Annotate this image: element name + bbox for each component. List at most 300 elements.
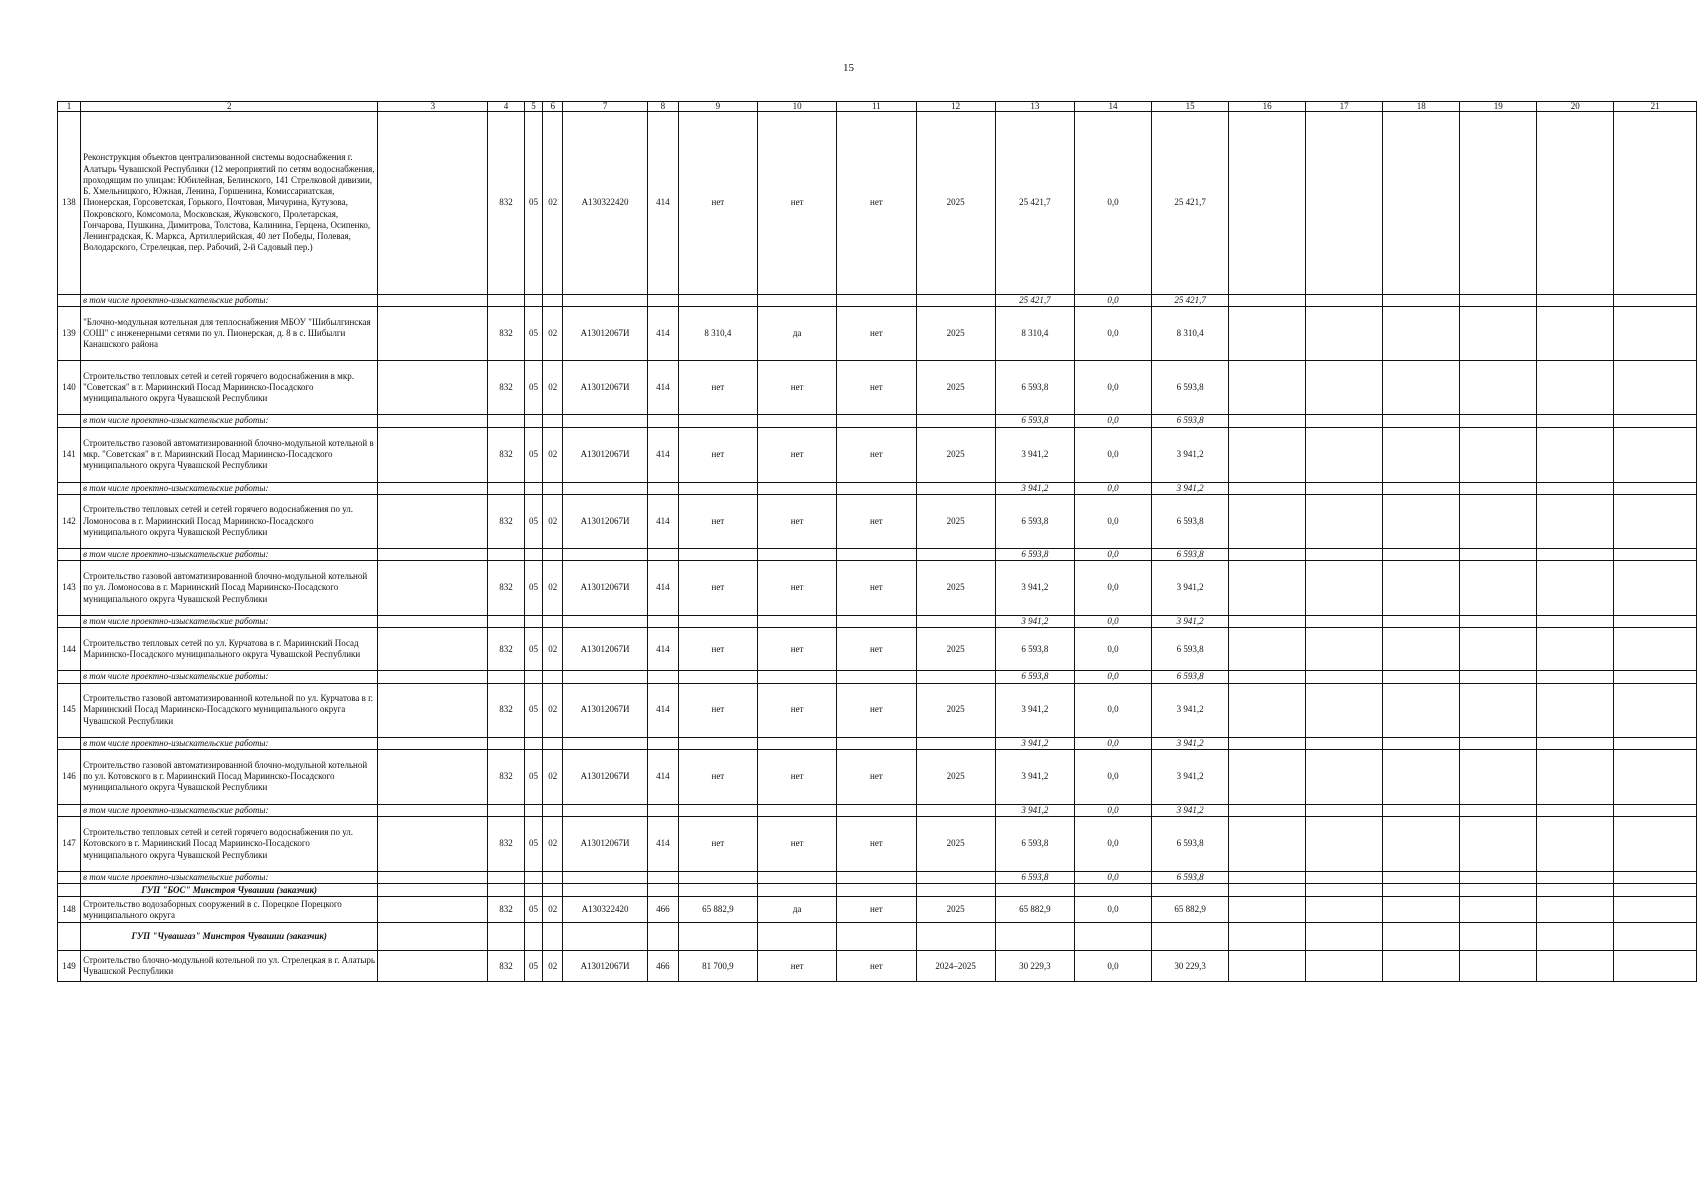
cell-col-3	[378, 884, 488, 897]
column-number: 6	[543, 102, 563, 112]
budget-table	[57, 101, 1697, 982]
cell-col-11	[837, 884, 916, 897]
cell-col-21	[1614, 897, 1697, 923]
cell-col-9	[678, 415, 757, 427]
cell-col-7: А13012067И	[563, 427, 648, 482]
row-number: 139	[58, 307, 81, 361]
cell-col-13: 3 941,2	[995, 683, 1074, 737]
cell-col-19	[1460, 295, 1537, 307]
cell-col-16	[1229, 884, 1306, 897]
cell-col-7	[563, 671, 648, 683]
cell-col-16	[1229, 671, 1306, 683]
column-number: 21	[1614, 102, 1697, 112]
cell-col-8	[647, 923, 678, 951]
cell-col-9: нет	[678, 112, 757, 295]
cell-col-5: 05	[524, 749, 543, 804]
cell-col-8: 466	[647, 951, 678, 982]
cell-col-7	[563, 548, 648, 560]
cell-col-14: 0,0	[1075, 897, 1152, 923]
cell-col-18	[1383, 307, 1460, 361]
cell-col-3	[378, 361, 488, 415]
cell-col-15: 6 593,8	[1152, 872, 1229, 884]
cell-col-3	[378, 897, 488, 923]
cell-col-20	[1537, 361, 1614, 415]
column-number: 9	[678, 102, 757, 112]
cell-col-14: 0,0	[1075, 494, 1152, 548]
cell-col-12: 2025	[916, 494, 995, 548]
cell-col-17	[1306, 427, 1383, 482]
cell-col-11: нет	[837, 361, 916, 415]
row-number: 138	[58, 112, 81, 295]
table-row	[58, 897, 1697, 923]
cell-col-5: 05	[524, 951, 543, 982]
cell-col-9	[678, 923, 757, 951]
cell-col-20	[1537, 307, 1614, 361]
cell-col-21	[1614, 817, 1697, 872]
cell-col-20	[1537, 671, 1614, 683]
cell-col-21	[1614, 872, 1697, 884]
cell-col-6: 02	[543, 561, 563, 616]
cell-col-5	[524, 415, 543, 427]
subtotal-label: в том числе проектно-изыскательские работы:	[81, 616, 378, 628]
cell-col-6: 02	[543, 749, 563, 804]
column-number: 20	[1537, 102, 1614, 112]
cell-col-10: нет	[758, 628, 837, 671]
column-number: 10	[758, 102, 837, 112]
cell-col-3	[378, 872, 488, 884]
cell-col-5: 05	[524, 112, 543, 295]
project-description: Строительство тепловых сетей и сетей горячего водоснабжения в мкр. "Советская" в г. Мариинский Посад Мариинско-Посадского муниципального округа Чувашской Республики	[81, 361, 378, 415]
cell-col-20	[1537, 616, 1614, 628]
cell-col-15: 3 941,2	[1152, 482, 1229, 494]
cell-col-14: 0,0	[1075, 872, 1152, 884]
cell-col-11	[837, 923, 916, 951]
cell-col-20	[1537, 884, 1614, 897]
cell-col-7: А13012067И	[563, 951, 648, 982]
cell-col-4: 832	[488, 561, 524, 616]
cell-col-21	[1614, 427, 1697, 482]
column-number: 4	[488, 102, 524, 112]
cell-col-17	[1306, 884, 1383, 897]
project-description: Строительство газовой автоматизированной блочно-модульной котельной по ул. Ломоносова в г. Мариинский Посад Мариинско-Посадского муниципального округа Чувашской Республики	[81, 561, 378, 616]
project-description: Строительство тепловых сетей и сетей горячего водоснабжения по ул. Котовского в г. Мариинский Посад Мариинско-Посадского муниципального округа Чувашской Республики	[81, 817, 378, 872]
cell-col-17	[1306, 415, 1383, 427]
cell-col-18	[1383, 671, 1460, 683]
row-number: 145	[58, 683, 81, 737]
column-number: 15	[1152, 102, 1229, 112]
subtotal-row	[58, 872, 1697, 884]
cell-col-16	[1229, 482, 1306, 494]
subtotal-row	[58, 804, 1697, 816]
cell-col-7	[563, 415, 648, 427]
cell-col-9: 81 700,9	[678, 951, 757, 982]
cell-col-11: нет	[837, 951, 916, 982]
cell-col-5: 05	[524, 561, 543, 616]
cell-col-12: 2024–2025	[916, 951, 995, 982]
cell-col-11: нет	[837, 683, 916, 737]
cell-col-5	[524, 884, 543, 897]
cell-col-4	[488, 804, 524, 816]
cell-col-6: 02	[543, 494, 563, 548]
table-body	[58, 102, 1697, 982]
cell-col-18	[1383, 951, 1460, 982]
cell-col-15	[1152, 884, 1229, 897]
row-number: 142	[58, 494, 81, 548]
cell-col-3	[378, 548, 488, 560]
cell-col-19	[1460, 361, 1537, 415]
subtotal-row	[58, 737, 1697, 749]
cell-col-7: А13012067И	[563, 683, 648, 737]
cell-col-19	[1460, 683, 1537, 737]
cell-col-3	[378, 923, 488, 951]
cell-col-16	[1229, 616, 1306, 628]
cell-col-3	[378, 427, 488, 482]
table-row	[58, 494, 1697, 548]
cell-col-18	[1383, 683, 1460, 737]
cell-col-5: 05	[524, 628, 543, 671]
cell-col-15: 3 941,2	[1152, 737, 1229, 749]
cell-col-5	[524, 923, 543, 951]
cell-col-3	[378, 561, 488, 616]
cell-col-3	[378, 482, 488, 494]
cell-col-18	[1383, 923, 1460, 951]
cell-col-10	[758, 804, 837, 816]
cell-col-10	[758, 548, 837, 560]
subtotal-row	[58, 671, 1697, 683]
cell-col-16	[1229, 804, 1306, 816]
cell-col-3	[378, 616, 488, 628]
subtotal-label: в том числе проектно-изыскательские работы:	[81, 737, 378, 749]
cell-col-9	[678, 482, 757, 494]
cell-col-11	[837, 737, 916, 749]
cell-col-10: нет	[758, 749, 837, 804]
cell-col-5: 05	[524, 427, 543, 482]
cell-col-5: 05	[524, 897, 543, 923]
cell-col-19	[1460, 737, 1537, 749]
cell-col-3	[378, 817, 488, 872]
cell-col-13: 8 310,4	[995, 307, 1074, 361]
cell-col-8	[647, 616, 678, 628]
cell-col-15: 6 593,8	[1152, 671, 1229, 683]
cell-col-6	[543, 616, 563, 628]
cell-col-13: 3 941,2	[995, 482, 1074, 494]
cell-col-17	[1306, 494, 1383, 548]
cell-col-18	[1383, 548, 1460, 560]
table-row	[58, 561, 1697, 616]
cell-col-3	[378, 951, 488, 982]
cell-col-13: 3 941,2	[995, 749, 1074, 804]
cell-col-4	[488, 737, 524, 749]
cell-col-14: 0,0	[1075, 295, 1152, 307]
cell-col-7	[563, 872, 648, 884]
cell-col-10: да	[758, 897, 837, 923]
cell-col-17	[1306, 616, 1383, 628]
cell-col-13: 3 941,2	[995, 804, 1074, 816]
cell-col-16	[1229, 112, 1306, 295]
cell-col-18	[1383, 112, 1460, 295]
column-number: 5	[524, 102, 543, 112]
cell-col-20	[1537, 415, 1614, 427]
cell-col-15: 3 941,2	[1152, 427, 1229, 482]
cell-col-16	[1229, 872, 1306, 884]
cell-col-10: нет	[758, 427, 837, 482]
cell-col-10: нет	[758, 494, 837, 548]
cell-col-4	[488, 923, 524, 951]
cell-col-6	[543, 548, 563, 560]
cell-col-20	[1537, 561, 1614, 616]
cell-col-19	[1460, 923, 1537, 951]
cell-col-5	[524, 872, 543, 884]
cell-col-18	[1383, 415, 1460, 427]
cell-col-9	[678, 548, 757, 560]
cell-col-12	[916, 415, 995, 427]
cell-col-17	[1306, 628, 1383, 671]
cell-col-11: нет	[837, 628, 916, 671]
cell-col-7: А13012067И	[563, 361, 648, 415]
cell-col-16	[1229, 307, 1306, 361]
cell-col-3	[378, 683, 488, 737]
cell-col-6	[543, 295, 563, 307]
cell-col-4	[488, 295, 524, 307]
cell-col-15: 3 941,2	[1152, 749, 1229, 804]
cell-col-9: нет	[678, 427, 757, 482]
table-row	[58, 817, 1697, 872]
table-row	[58, 361, 1697, 415]
cell-col-11	[837, 616, 916, 628]
cell-col-3	[378, 628, 488, 671]
cell-col-19	[1460, 749, 1537, 804]
cell-col-17	[1306, 817, 1383, 872]
cell-col-18	[1383, 737, 1460, 749]
cell-col-15: 65 882,9	[1152, 897, 1229, 923]
cell-col-7: А13012067И	[563, 307, 648, 361]
cell-col-7	[563, 482, 648, 494]
cell-col-8	[647, 737, 678, 749]
cell-col-12: 2025	[916, 628, 995, 671]
cell-col-13: 6 593,8	[995, 817, 1074, 872]
cell-col-20	[1537, 482, 1614, 494]
row-number: 146	[58, 749, 81, 804]
cell-col-10: да	[758, 307, 837, 361]
column-number: 12	[916, 102, 995, 112]
project-description: Реконструкция объектов централизованной системы водоснабжения г. Алатырь Чувашской Республики (12 мероприятий по сетям водоснабжения, проходящим по улицам: Юбилейная, Белинского, 141 Стрелковой дивизии, Б. Хмельницкого, Южная, Ленина, Горшенина, Комиссариатская, Пионерская, Горсоветская, Горького, Почтовая, Мичурина, Кутузова, Покровского, Комсомола, Московская, Жуковского, Пролетарская, Гончарова, Пушкина, Димитрова, Толстова, Калинина, Герцена, Осипенко, Ленинградская, К. Маркса, Артиллерийская, 40 лет Победы, Полевая, Володарского, Стрелецкая, пер. Рабочий, 2-й Садовый пер.)	[81, 112, 378, 295]
cell-col-9: нет	[678, 561, 757, 616]
cell-col-8: 414	[647, 749, 678, 804]
cell-col-7: А13012067И	[563, 494, 648, 548]
cell-col-14: 0,0	[1075, 628, 1152, 671]
cell-col-3	[378, 804, 488, 816]
cell-col-9: нет	[678, 817, 757, 872]
subtotal-label: в том числе проектно-изыскательские работы:	[81, 415, 378, 427]
cell-col-12	[916, 671, 995, 683]
cell-col-20	[1537, 817, 1614, 872]
cell-col-4: 832	[488, 307, 524, 361]
cell-col-15: 6 593,8	[1152, 415, 1229, 427]
cell-col-14: 0,0	[1075, 951, 1152, 982]
cell-col-4: 832	[488, 817, 524, 872]
cell-col-11	[837, 671, 916, 683]
cell-col-5: 05	[524, 683, 543, 737]
cell-col-13: 30 229,3	[995, 951, 1074, 982]
cell-col-17	[1306, 548, 1383, 560]
cell-col-10: нет	[758, 817, 837, 872]
table-row	[58, 628, 1697, 671]
cell-col-12: 2025	[916, 749, 995, 804]
subtotal-label: в том числе проектно-изыскательские работы:	[81, 482, 378, 494]
column-number-row	[58, 102, 1697, 112]
cell-col-5	[524, 295, 543, 307]
cell-col-13: 6 593,8	[995, 548, 1074, 560]
customer-header-row	[58, 884, 1697, 897]
cell-col-20	[1537, 112, 1614, 295]
project-description: Строительство газовой автоматизированной блочно-модульной котельной по ул. Котовского в г. Мариинский Посад Мариинско-Посадского муниципального округа Чувашской Республики	[81, 749, 378, 804]
cell-col-8: 414	[647, 817, 678, 872]
cell-col-17	[1306, 671, 1383, 683]
cell-col-14: 0,0	[1075, 307, 1152, 361]
cell-col-6	[543, 671, 563, 683]
cell-col-3	[378, 671, 488, 683]
column-number: 3	[378, 102, 488, 112]
cell-col-20	[1537, 295, 1614, 307]
cell-col-17	[1306, 737, 1383, 749]
cell-col-14: 0,0	[1075, 361, 1152, 415]
cell-col-15: 3 941,2	[1152, 561, 1229, 616]
row-number: 141	[58, 427, 81, 482]
cell-col-12: 2025	[916, 112, 995, 295]
cell-col-7: А13012067И	[563, 561, 648, 616]
cell-col-5	[524, 804, 543, 816]
cell-col-21	[1614, 884, 1697, 897]
cell-col-4: 832	[488, 897, 524, 923]
subtotal-row	[58, 548, 1697, 560]
cell-col-6	[543, 737, 563, 749]
customer-name: ГУП "Чувашгаз" Минстроя Чувашии (заказчик)	[81, 923, 378, 951]
cell-col-12	[916, 482, 995, 494]
row-number	[58, 415, 81, 427]
cell-col-19	[1460, 561, 1537, 616]
column-number: 16	[1229, 102, 1306, 112]
cell-col-18	[1383, 897, 1460, 923]
cell-col-4: 832	[488, 427, 524, 482]
cell-col-19	[1460, 482, 1537, 494]
column-number: 7	[563, 102, 648, 112]
row-number: 149	[58, 951, 81, 982]
cell-col-11: нет	[837, 427, 916, 482]
cell-col-13: 6 593,8	[995, 872, 1074, 884]
column-number: 1	[58, 102, 81, 112]
cell-col-20	[1537, 494, 1614, 548]
row-number	[58, 616, 81, 628]
cell-col-9	[678, 616, 757, 628]
cell-col-6: 02	[543, 817, 563, 872]
cell-col-21	[1614, 361, 1697, 415]
cell-col-11: нет	[837, 307, 916, 361]
cell-col-18	[1383, 804, 1460, 816]
cell-col-16	[1229, 295, 1306, 307]
cell-col-19	[1460, 817, 1537, 872]
cell-col-9	[678, 872, 757, 884]
cell-col-6	[543, 872, 563, 884]
cell-col-5	[524, 548, 543, 560]
cell-col-5	[524, 737, 543, 749]
cell-col-7: А13012067И	[563, 817, 648, 872]
row-number	[58, 872, 81, 884]
row-number	[58, 804, 81, 816]
cell-col-18	[1383, 628, 1460, 671]
table-row	[58, 749, 1697, 804]
row-number	[58, 884, 81, 897]
cell-col-8	[647, 482, 678, 494]
cell-col-4: 832	[488, 494, 524, 548]
cell-col-16	[1229, 427, 1306, 482]
cell-col-11: нет	[837, 749, 916, 804]
cell-col-10	[758, 671, 837, 683]
column-number: 17	[1306, 102, 1383, 112]
cell-col-9	[678, 295, 757, 307]
cell-col-14: 0,0	[1075, 671, 1152, 683]
cell-col-19	[1460, 951, 1537, 982]
cell-col-21	[1614, 671, 1697, 683]
cell-col-21	[1614, 494, 1697, 548]
cell-col-10	[758, 616, 837, 628]
subtotal-row	[58, 415, 1697, 427]
row-number: 147	[58, 817, 81, 872]
cell-col-4	[488, 671, 524, 683]
cell-col-14: 0,0	[1075, 561, 1152, 616]
cell-col-12	[916, 872, 995, 884]
cell-col-17	[1306, 923, 1383, 951]
cell-col-4	[488, 872, 524, 884]
customer-name: ГУП "БОС" Минстроя Чувашии (заказчик)	[81, 884, 378, 897]
cell-col-18	[1383, 295, 1460, 307]
cell-col-8: 414	[647, 561, 678, 616]
cell-col-15	[1152, 923, 1229, 951]
cell-col-16	[1229, 817, 1306, 872]
column-number: 13	[995, 102, 1074, 112]
cell-col-8: 414	[647, 361, 678, 415]
cell-col-16	[1229, 683, 1306, 737]
cell-col-20	[1537, 749, 1614, 804]
cell-col-21	[1614, 415, 1697, 427]
cell-col-3	[378, 749, 488, 804]
cell-col-21	[1614, 112, 1697, 295]
cell-col-4	[488, 884, 524, 897]
cell-col-17	[1306, 482, 1383, 494]
cell-col-5	[524, 482, 543, 494]
cell-col-19	[1460, 884, 1537, 897]
row-number: 144	[58, 628, 81, 671]
cell-col-11	[837, 548, 916, 560]
row-number	[58, 923, 81, 951]
cell-col-19	[1460, 804, 1537, 816]
column-number: 18	[1383, 102, 1460, 112]
cell-col-7	[563, 923, 648, 951]
cell-col-14: 0,0	[1075, 817, 1152, 872]
row-number	[58, 548, 81, 560]
cell-col-11	[837, 482, 916, 494]
cell-col-11	[837, 295, 916, 307]
cell-col-16	[1229, 897, 1306, 923]
cell-col-15: 25 421,7	[1152, 295, 1229, 307]
cell-col-9: нет	[678, 494, 757, 548]
cell-col-12	[916, 616, 995, 628]
cell-col-8: 414	[647, 112, 678, 295]
cell-col-14: 0,0	[1075, 616, 1152, 628]
cell-col-6: 02	[543, 112, 563, 295]
cell-col-6	[543, 482, 563, 494]
cell-col-21	[1614, 307, 1697, 361]
table-row	[58, 427, 1697, 482]
